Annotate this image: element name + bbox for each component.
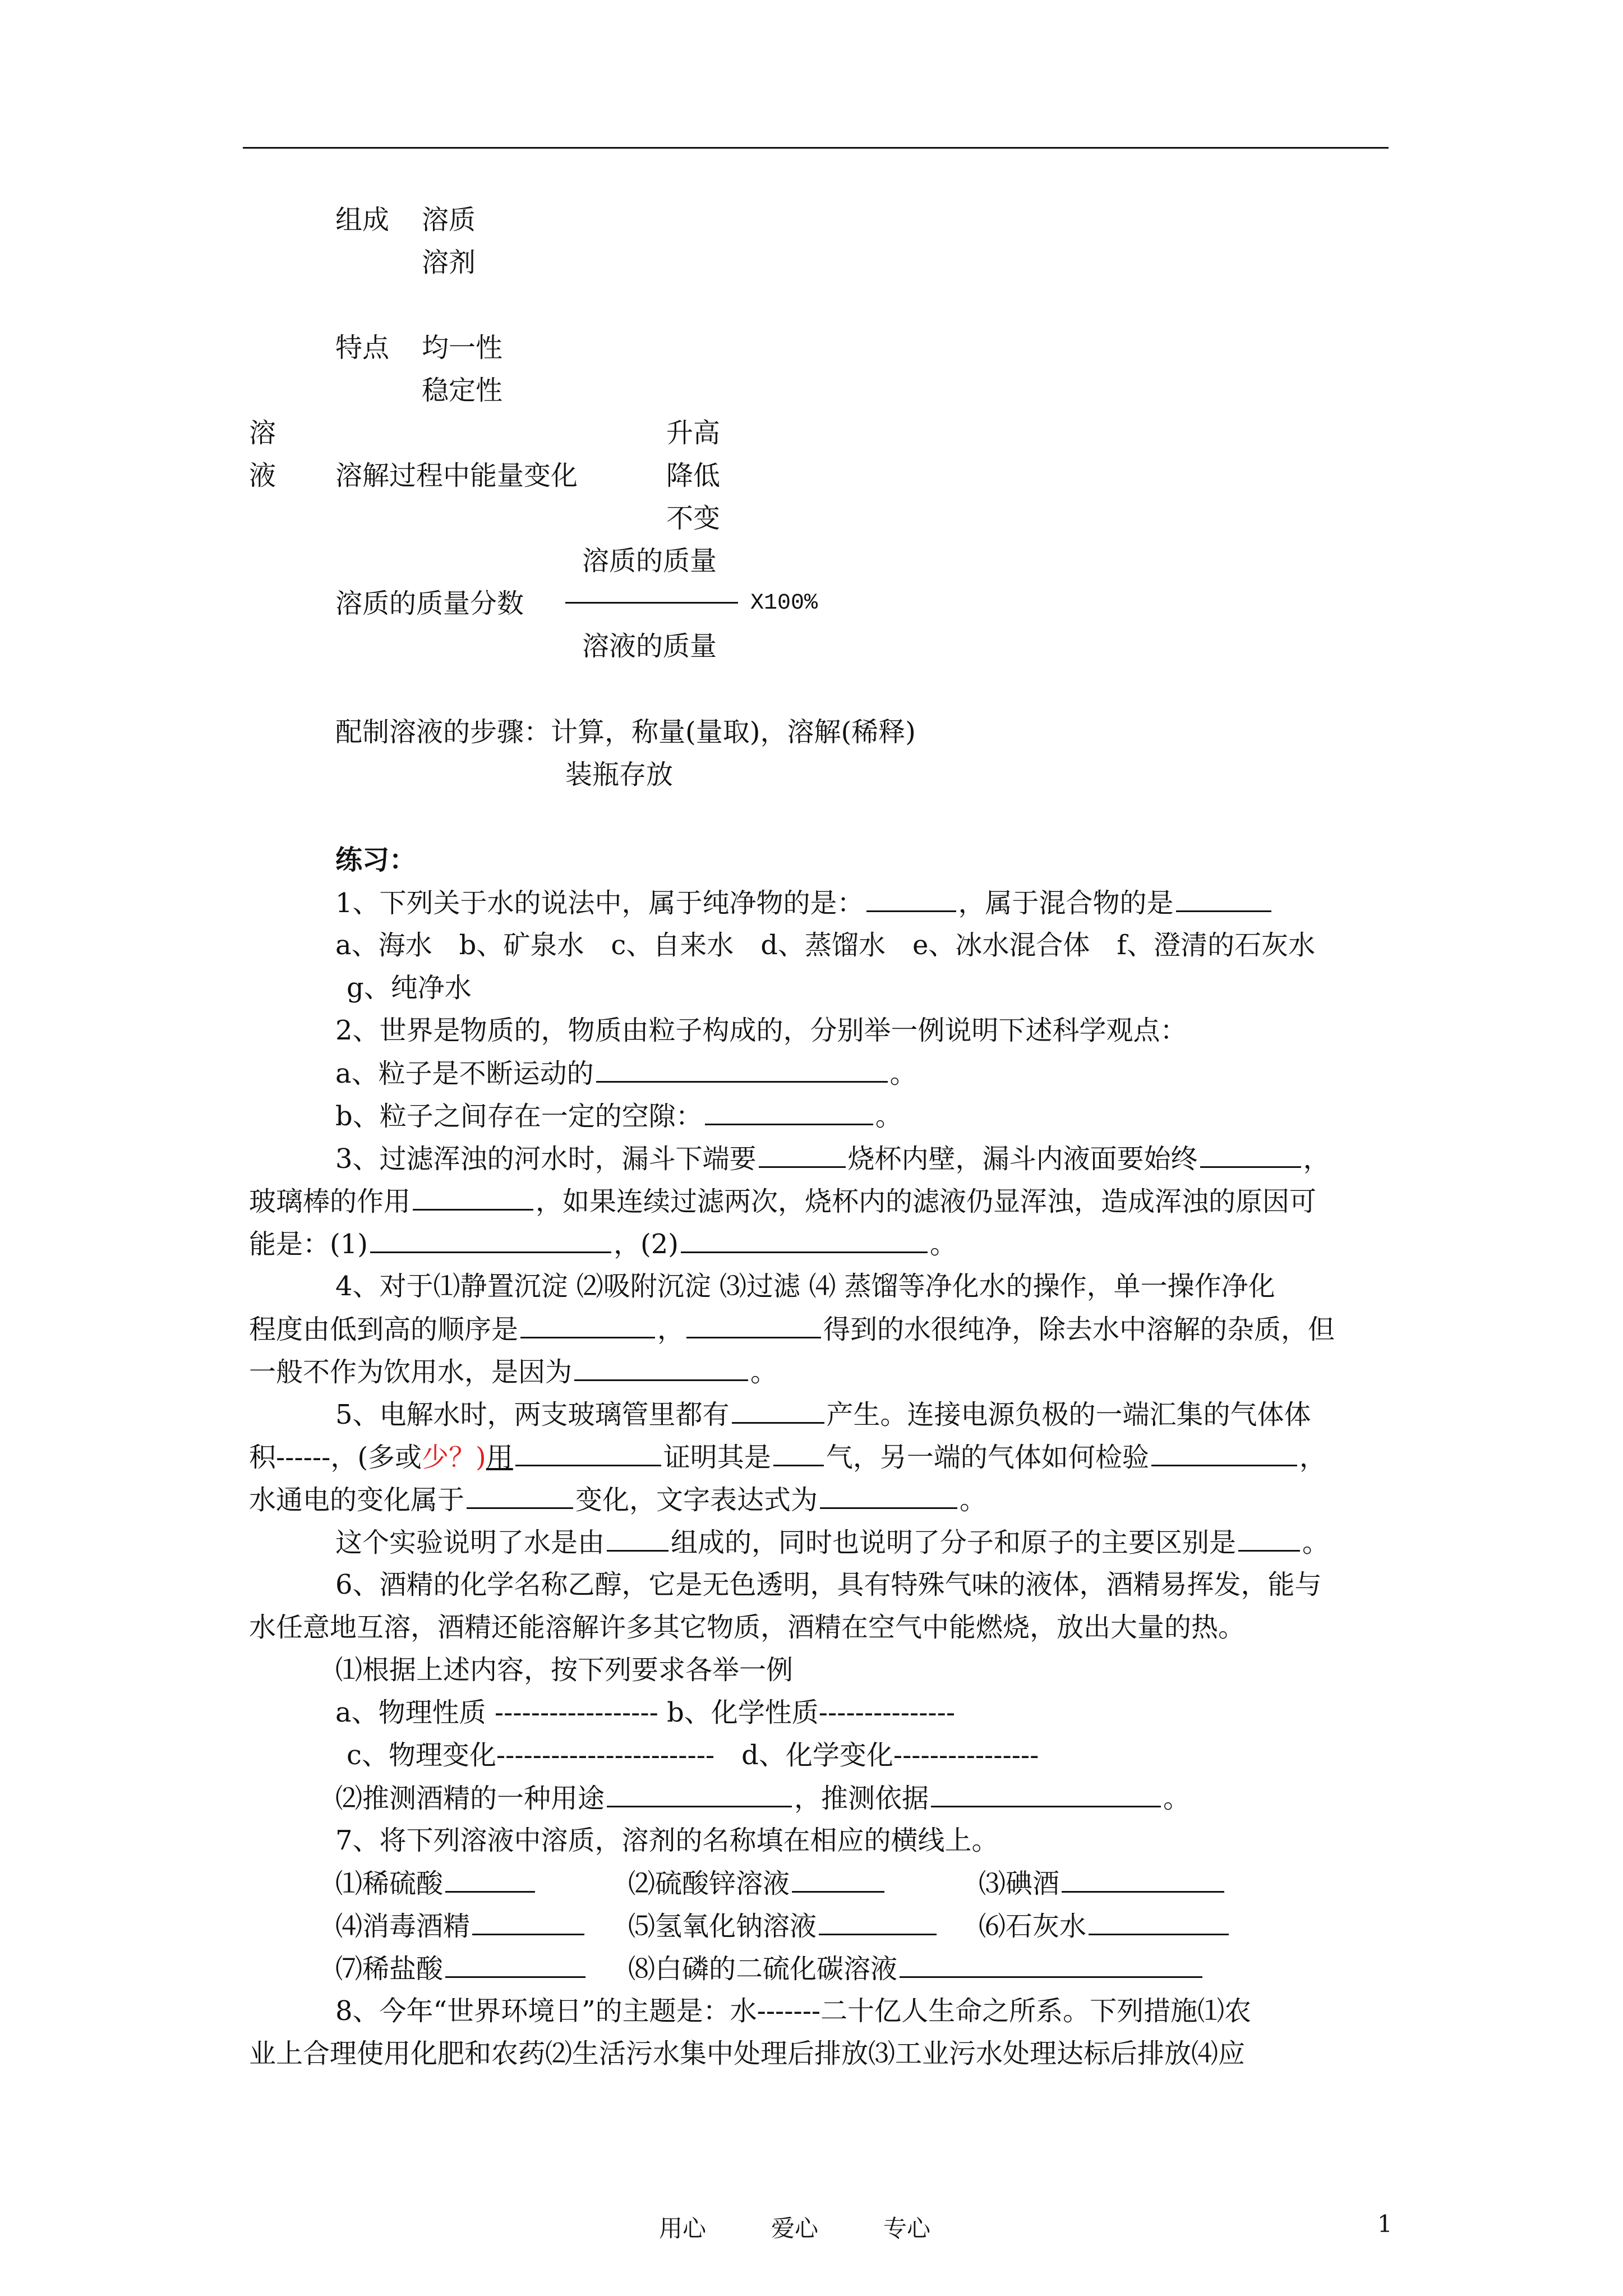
q5-blank-3[interactable] — [773, 1440, 824, 1466]
q3-blank-3[interactable] — [413, 1184, 533, 1211]
solution-char-1: 溶 — [249, 417, 276, 449]
q5-text-2d: 气，另一端的气体如何检验 — [826, 1442, 1149, 1473]
q8-line-2: 业上合理使用化肥和农药⑵生活污水集中处理后排放⑶工业污水处理达标后排放⑷应 — [249, 2038, 1246, 2069]
q5-text-2b: 用 — [486, 1442, 513, 1473]
q6-text-6a: ⑵推测酒精的一种用途 — [335, 1783, 605, 1814]
q1-line-1 — [335, 886, 1274, 920]
q2-a-blank[interactable] — [596, 1056, 888, 1083]
q3-blank-1[interactable] — [759, 1142, 846, 1168]
q7-blank-4[interactable] — [472, 1909, 584, 1935]
homogeneity-item: 均一性 — [422, 332, 503, 364]
fraction-numerator: 溶质的质量 — [582, 545, 717, 577]
q7-item-6-label: ⑹石灰水 — [979, 1911, 1087, 1942]
q7-item-2 — [628, 1866, 887, 1901]
q7-item-1-label: ⑴稀硫酸 — [335, 1868, 444, 1899]
q4-text-2c: 得到的水很纯净，除去水中溶解的杂质，但 — [823, 1314, 1335, 1345]
q5-text-red: 少？) — [422, 1442, 486, 1473]
q7-item-3 — [979, 1866, 1227, 1901]
q2-line-a — [335, 1056, 917, 1091]
q5-text-4b: 组成的，同时也说明了分子和原子的主要区别是 — [671, 1527, 1237, 1558]
q5-line-4 — [335, 1525, 1329, 1559]
energy-unchanged: 不变 — [666, 503, 721, 534]
q7-item-1 — [335, 1866, 537, 1901]
q4-text-3a: 一般不作为饮用水，是因为 — [249, 1356, 573, 1388]
q3-blank-5[interactable] — [681, 1227, 928, 1253]
fraction-multiplier: X100% — [750, 591, 818, 616]
q7-blank-5[interactable] — [819, 1909, 937, 1935]
q1-text-b: ，属于混合物的是 — [958, 887, 1174, 919]
q3-text-3a: 能是：(1) — [249, 1228, 368, 1260]
q3-line-1 — [335, 1142, 1330, 1176]
q5-blank-7[interactable] — [607, 1525, 668, 1552]
q6-line-5: c、物理变化------------------------ d、化学变化---------------- — [347, 1740, 1039, 1771]
q7-blank-7[interactable] — [445, 1952, 585, 1978]
footer-word-2: 爱心 — [771, 2215, 819, 2242]
q5-blank-4[interactable] — [1151, 1440, 1297, 1466]
features-label: 特点 — [335, 332, 390, 364]
q5-text-3a: 水通电的变化属于 — [249, 1484, 465, 1516]
q1-options-2: g、纯净水 — [347, 972, 472, 1004]
solvent-item: 溶剂 — [422, 247, 476, 278]
q3-text-1b: 烧杯内壁，漏斗内液面要始终 — [847, 1143, 1198, 1175]
q5-text-4a: 这个实验说明了水是由 — [335, 1527, 605, 1558]
mass-fraction-label: 溶质的质量分数 — [335, 588, 524, 619]
q6-line-3: ⑴根据上述内容，按下列要求各举一例 — [335, 1654, 794, 1686]
q5-blank-1[interactable] — [732, 1397, 824, 1424]
q5-blank-6[interactable] — [820, 1483, 957, 1509]
q5-text-2e: ， — [1299, 1442, 1326, 1473]
q4-text-3b: 。 — [750, 1356, 778, 1388]
q5-line-1 — [335, 1397, 1311, 1432]
q5-line-2 — [249, 1440, 1326, 1474]
q2-a-end: 。 — [889, 1058, 917, 1089]
q2-b-text: b、粒子之间存在一定的空隙： — [335, 1101, 703, 1132]
q1-options-1: a、海水 b、矿泉水 c、自来水 d、蒸馏水 e、冰水混合体 f、澄清的石灰水 — [335, 930, 1316, 961]
q4-text-2b: ， — [657, 1314, 685, 1345]
q4-blank-3[interactable] — [574, 1355, 748, 1381]
q3-text-1c: ， — [1303, 1143, 1330, 1175]
q2-b-blank[interactable] — [705, 1099, 873, 1125]
q3-text-3b: ，(2) — [614, 1228, 679, 1260]
q5-text-2c: 证明其是 — [663, 1442, 771, 1473]
q2-line-1: 2、世界是物质的，物质由粒子构成的，分别举一例说明下述科学观点： — [335, 1015, 1187, 1046]
q7-item-4-label: ⑷消毒酒精 — [335, 1911, 471, 1942]
q7-blank-8[interactable] — [900, 1952, 1202, 1978]
composition-label: 组成 — [335, 204, 390, 236]
q7-item-7 — [335, 1952, 588, 1986]
q6-blank-basis[interactable] — [931, 1781, 1161, 1807]
q4-blank-2[interactable] — [686, 1312, 821, 1338]
q2-b-end: 。 — [875, 1101, 902, 1132]
q8-line-1: 8、今年“世界环境日”的主题是：水-------二十亿人生命之所系。下列措施⑴农 — [335, 1995, 1252, 2027]
q5-text-3c: 。 — [960, 1484, 987, 1516]
q7-item-4 — [335, 1909, 587, 1943]
q6-blank-use[interactable] — [607, 1781, 792, 1807]
q7-blank-6[interactable] — [1089, 1909, 1229, 1935]
prep-steps-line-1: 配制溶液的步骤：计算，称量(量取)，溶解(稀释) — [335, 716, 916, 748]
q4-line-3 — [249, 1355, 777, 1389]
fraction-bar — [565, 602, 738, 604]
q1-blank-mixture[interactable] — [1176, 886, 1271, 912]
q6-text-6c: 。 — [1163, 1783, 1191, 1814]
q6-line-4: a、物理性质 ------------------ b、化学性质--------------- — [335, 1697, 956, 1728]
q1-blank-pure[interactable] — [866, 886, 956, 912]
q7-item-6 — [979, 1909, 1231, 1943]
q4-text-2a: 程度由低到高的顺序是 — [249, 1314, 519, 1345]
q3-line-2 — [249, 1184, 1316, 1218]
q4-line-1: 4、对于⑴静置沉淀 ⑵吸附沉淀 ⑶过滤 ⑷ 蒸馏等净化水的操作，单一操作净化 — [335, 1271, 1275, 1302]
q4-line-2 — [249, 1312, 1335, 1346]
q3-blank-4[interactable] — [370, 1227, 611, 1253]
q2-line-b — [335, 1099, 902, 1133]
energy-rise: 升高 — [666, 417, 721, 449]
q7-blank-3[interactable] — [1062, 1866, 1224, 1893]
q4-blank-1[interactable] — [520, 1312, 655, 1338]
q3-text-2a: 玻璃棒的作用 — [249, 1186, 411, 1217]
q5-line-3 — [249, 1483, 986, 1517]
q7-blank-2[interactable] — [792, 1866, 884, 1893]
q3-blank-2[interactable] — [1200, 1142, 1301, 1168]
q5-text-4c: 。 — [1302, 1527, 1330, 1558]
header-rule — [243, 147, 1389, 149]
q6-text-6b: ，推测依据 — [794, 1783, 929, 1814]
q5-blank-5[interactable] — [467, 1483, 573, 1509]
q7-line-0: 7、将下列溶液中溶质，溶剂的名称填在相应的横线上。 — [335, 1825, 999, 1856]
footer-word-3: 专心 — [883, 2215, 931, 2242]
q3-text-1a: 3、过滤浑浊的河水时，漏斗下端要 — [335, 1143, 757, 1175]
q3-text-3c: 。 — [930, 1228, 957, 1260]
stability-item: 稳定性 — [422, 375, 503, 406]
q6-line-1: 6、酒精的化学名称乙醇，它是无色透明，具有特殊气味的液体，酒精易挥发，能与 — [335, 1569, 1322, 1600]
q5-text-2a: 积------，(多或 — [249, 1442, 422, 1473]
q5-blank-8[interactable] — [1238, 1525, 1300, 1552]
q6-line-6 — [335, 1781, 1190, 1815]
solute-item: 溶质 — [422, 204, 476, 236]
q7-blank-1[interactable] — [445, 1866, 535, 1893]
q3-line-3 — [249, 1227, 957, 1261]
prep-steps-line-2: 装瓶存放 — [565, 759, 674, 790]
q3-text-2b: ，如果连续过滤两次，烧杯内的滤液仍显浑浊，造成浑浊的原因可 — [536, 1186, 1317, 1217]
q5-text-3b: 变化，文字表达式为 — [575, 1484, 818, 1516]
q5-text-1a: 5、电解水时，两支玻璃管里都有 — [335, 1399, 730, 1430]
q5-text-1b: 产生。连接电源负极的一端汇集的气体体 — [826, 1399, 1311, 1430]
q5-blank-2[interactable] — [515, 1440, 661, 1466]
fraction-denominator: 溶液的质量 — [582, 631, 717, 662]
q7-item-5-label: ⑸氢氧化钠溶液 — [628, 1911, 817, 1942]
q7-item-8-label: ⑻白磷的二硫化碳溶液 — [628, 1953, 898, 1985]
exercise-title: 练习： — [335, 844, 417, 876]
footer-word-1: 用心 — [659, 2215, 707, 2242]
q6-line-2: 水任意地互溶，酒精还能溶解许多其它物质，酒精在空气中能燃烧，放出大量的热。 — [249, 1612, 1246, 1643]
q1-text-a: 1、下列关于水的说法中，属于纯净物的是： — [335, 887, 864, 919]
page-number: 1 — [1377, 2210, 1393, 2238]
energy-label: 溶解过程中能量变化 — [335, 460, 578, 491]
q7-item-2-label: ⑵硫酸锌溶液 — [628, 1868, 790, 1899]
q2-a-text: a、粒子是不断运动的 — [335, 1058, 594, 1089]
q7-item-3-label: ⑶碘酒 — [979, 1868, 1060, 1899]
solution-char-2: 液 — [249, 460, 276, 491]
energy-fall: 降低 — [666, 460, 721, 491]
q7-item-5 — [628, 1909, 939, 1943]
q7-item-8 — [628, 1952, 1205, 1986]
q7-item-7-label: ⑺稀盐酸 — [335, 1953, 444, 1985]
